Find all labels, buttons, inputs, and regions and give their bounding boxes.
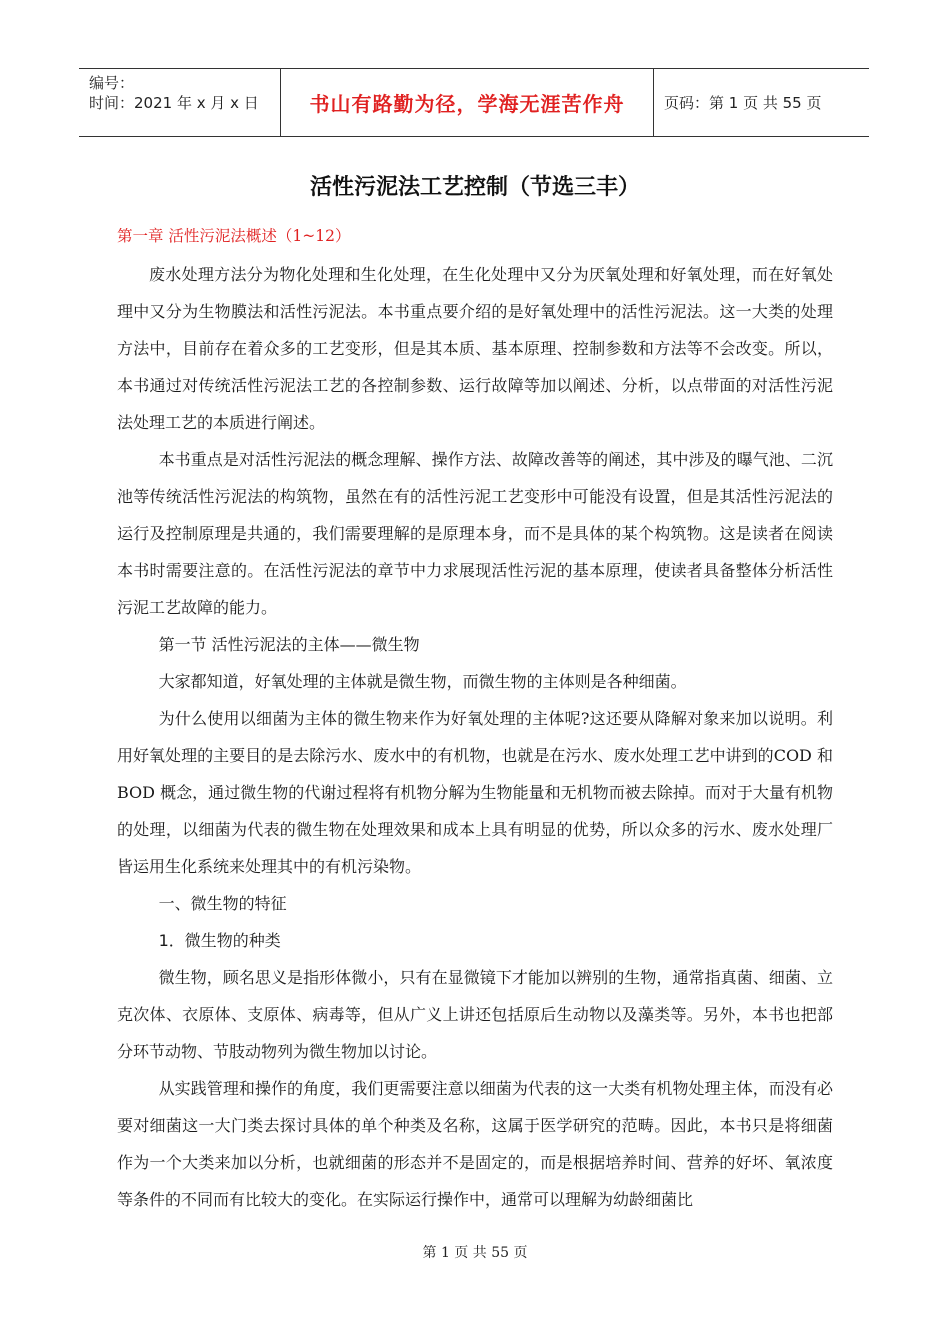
chapter-heading: 第一章 活性污泥法概述（1~12） [117,227,351,245]
header-motto: 书山有路勤为径，学海无涯苦作舟 [281,69,654,136]
page-footer: 第 1 页 共 55 页 [422,1245,528,1261]
paragraph: 大家都知道，好氧处理的主体就是微生物，而微生物的主体则是各种细菌。 [158,672,687,691]
page-header [79,68,869,137]
number-label: 编号： [89,74,135,92]
document-body [117,256,833,1218]
paragraph: 从实践管理和操作的角度，我们更需要注意以细菌为代表的这一大类有机物处理主体，而没有必要对细菌这一大门类去探讨具体的单个种类及名称，这属于医学研究的范畴。因此，本书只是将细菌作为一个大类来加以分析，也就细菌的形态并不是固定的，而是根据培养时间、营养的好坏、氧浓度等条件的不同而有比较大的变化。在实际运行操作中，通常可以理解为幼龄细菌比 [117,1079,833,1209]
document-title: 活性污泥法工艺控制（节选三丰） [309,175,640,200]
header-page-info: 页码：第 1 页 共 55 页 [664,94,822,112]
subsection-heading: 1．微生物的种类 [158,931,281,950]
header-meta [79,69,281,136]
date-line: 时间：2021 年 x 月 x 日 [89,94,259,112]
subsection-heading: 一、微生物的特征 [158,894,287,913]
paragraph: 微生物，顾名思义是指形体微小，只有在显微镜下才能加以辨别的生物，通常指真菌、细菌、立克次体、衣原体、支原体、病毒等，但从广义上讲还包括原后生动物以及藻类等。另外，本书也把部分环节动物、节肢动物列为微生物加以讨论。 [117,968,833,1061]
section-heading: 第一节 活性污泥法的主体——微生物 [158,635,420,654]
paragraph: 本书重点是对活性污泥法的概念理解、操作方法、故障改善等的阐述，其中涉及的曝气池、二沉池等传统活性污泥法的构筑物，虽然在有的活性污泥工艺变形中可能没有设置，但是其活性污泥法的运行及控制原理是共通的，我们需要理解的是原理本身，而不是具体的某个构筑物。这是读者在阅读本书时需要注意的。在活性污泥法的章节中力求展现活性污泥的基本原理，使读者具备整体分析活性污泥工艺故障的能力。 [117,450,833,617]
paragraph: 废水处理方法分为物化处理和生化处理，在生化处理中又分为厌氧处理和好氧处理，而在好氧处理中又分为生物膜法和活性污泥法。本书重点要介绍的是好氧处理中的活性污泥法。这一大类的处理方法中，目前存在着众多的工艺变形，但是其本质、基本原理、控制参数和方法等不会改变。所以，本书通过对传统活性污泥法工艺的各控制参数、运行故障等加以阐述、分析，以点带面的对活性污泥法处理工艺的本质进行阐述。 [117,265,833,432]
paragraph: 为什么使用以细菌为主体的微生物来作为好氧处理的主体呢?这还要从降解对象来加以说明。利用好氧处理的主要目的是去除污水、废水中的有机物，也就是在污水、废水处理工艺中讲到的COD 和 BOD 概念，通过微生物的代谢过程将有机物分解为生物能量和无机物而被去除掉。而对于大量有机物的处理，以细菌为代表的微生物在处理效果和成本上具有明显的优势，所以众多的污水、废水处理厂皆运用生化系统来处理其中的有机污染物。 [117,709,833,876]
